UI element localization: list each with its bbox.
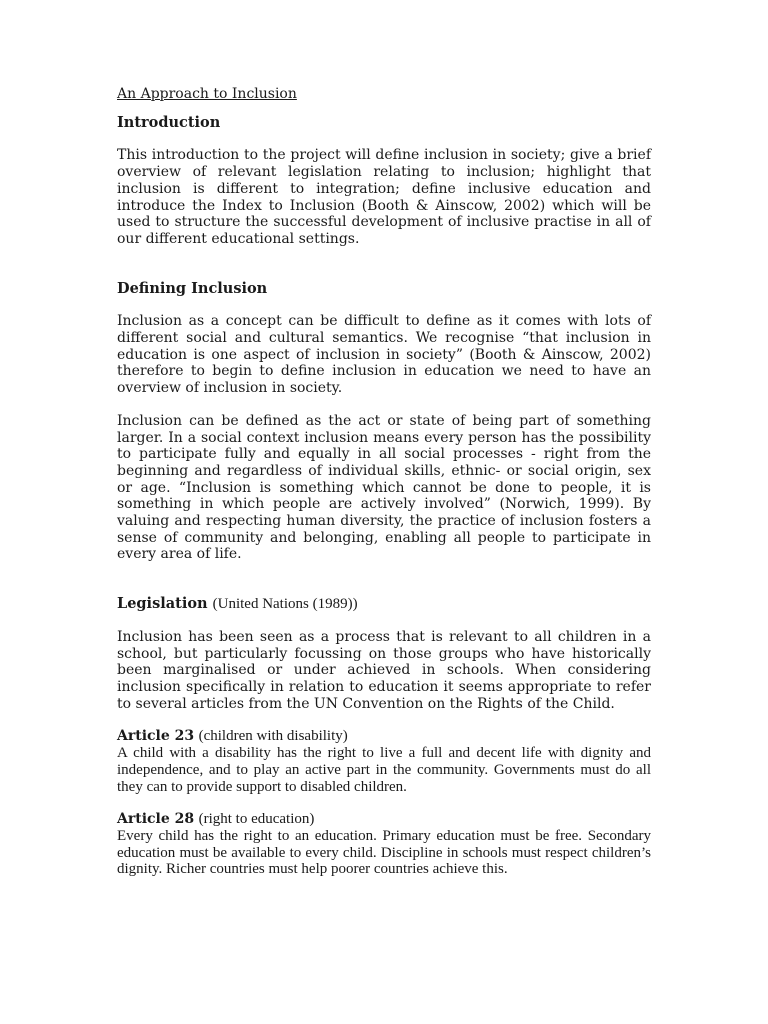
article-28-subtitle: (right to education) [198, 811, 315, 828]
article-23-subtitle: (children with disability) [198, 728, 348, 745]
legislation-heading [117, 596, 651, 613]
article-23-body: A child with a disability has the right to live a full and decent life with dignity and independence, and to play an active part in the community. Governments must do all they can to provide support to disabled children. [117, 745, 651, 795]
defining-paragraph-2: Inclusion can be defined as the act or state of being part of something larger. In a social context inclusion means every person has the possibility to participate fully and equally in all social processes - right from the beginning and regardless of individual skills, ethnic- or social origin, sex or age. “Inclusion is something which cannot be done to people, it is something in which people are actively involved” (Norwich, 1999). By valuing and respecting human diversity, the practice of inclusion fosters a sense of community and belonging, enabling all people to participate in every area of life. [117, 412, 651, 563]
article-23-title: Article 23 [117, 728, 195, 745]
defining-paragraph-1: Inclusion as a concept can be difficult to define as it comes with lots of different social and cultural semantics. We recognise “that inclusion in education is one aspect of inclusion in society” (Booth & Ainscow, 2002) therefore to begin to define inclusion in education we need to have an overview of inclusion in society. [117, 313, 651, 397]
spacer [117, 248, 651, 281]
article-23-heading [117, 728, 651, 745]
article-28-body: Every child has the right to an education. Primary education must be free. Secondary education must be available to every child. Discipline in schools must respect children’s dignity. Richer countries must help poorer countries achieve this. [117, 827, 651, 878]
legislation-note: (United Nations (1989)) [212, 596, 358, 613]
spacer [117, 795, 651, 811]
document-title: An Approach to Inclusion [117, 86, 297, 102]
article-28-title: Article 28 [117, 811, 195, 828]
legislation-heading-text: Legislation [117, 595, 208, 613]
defining-inclusion-heading: Defining Inclusion [117, 279, 268, 297]
legislation-paragraph: Inclusion has been seen as a process that is relevant to all children in a school, but particularly focussing on those groups who have historically been marginalised or under achieved in schools. When considering inclusion specifically in relation to education it seems appropriate to refer to several articles from the UN Convention on the Rights of the Child. [117, 628, 651, 712]
article-28-heading [117, 811, 651, 828]
spacer [117, 563, 651, 596]
document-page [117, 86, 651, 878]
introduction-paragraph: This introduction to the project will define inclusion in society; give a brief overview of relevant legislation relating to inclusion; highlight that inclusion is different to integration; define inclusive education and introduce the Index to Inclusion (Booth & Ainscow, 2002) which will be used to structure the successful development of inclusive practise in all of our different educational settings. [117, 147, 651, 247]
spacer [117, 712, 651, 728]
spacer [117, 397, 651, 413]
introduction-heading: Introduction [117, 113, 221, 131]
